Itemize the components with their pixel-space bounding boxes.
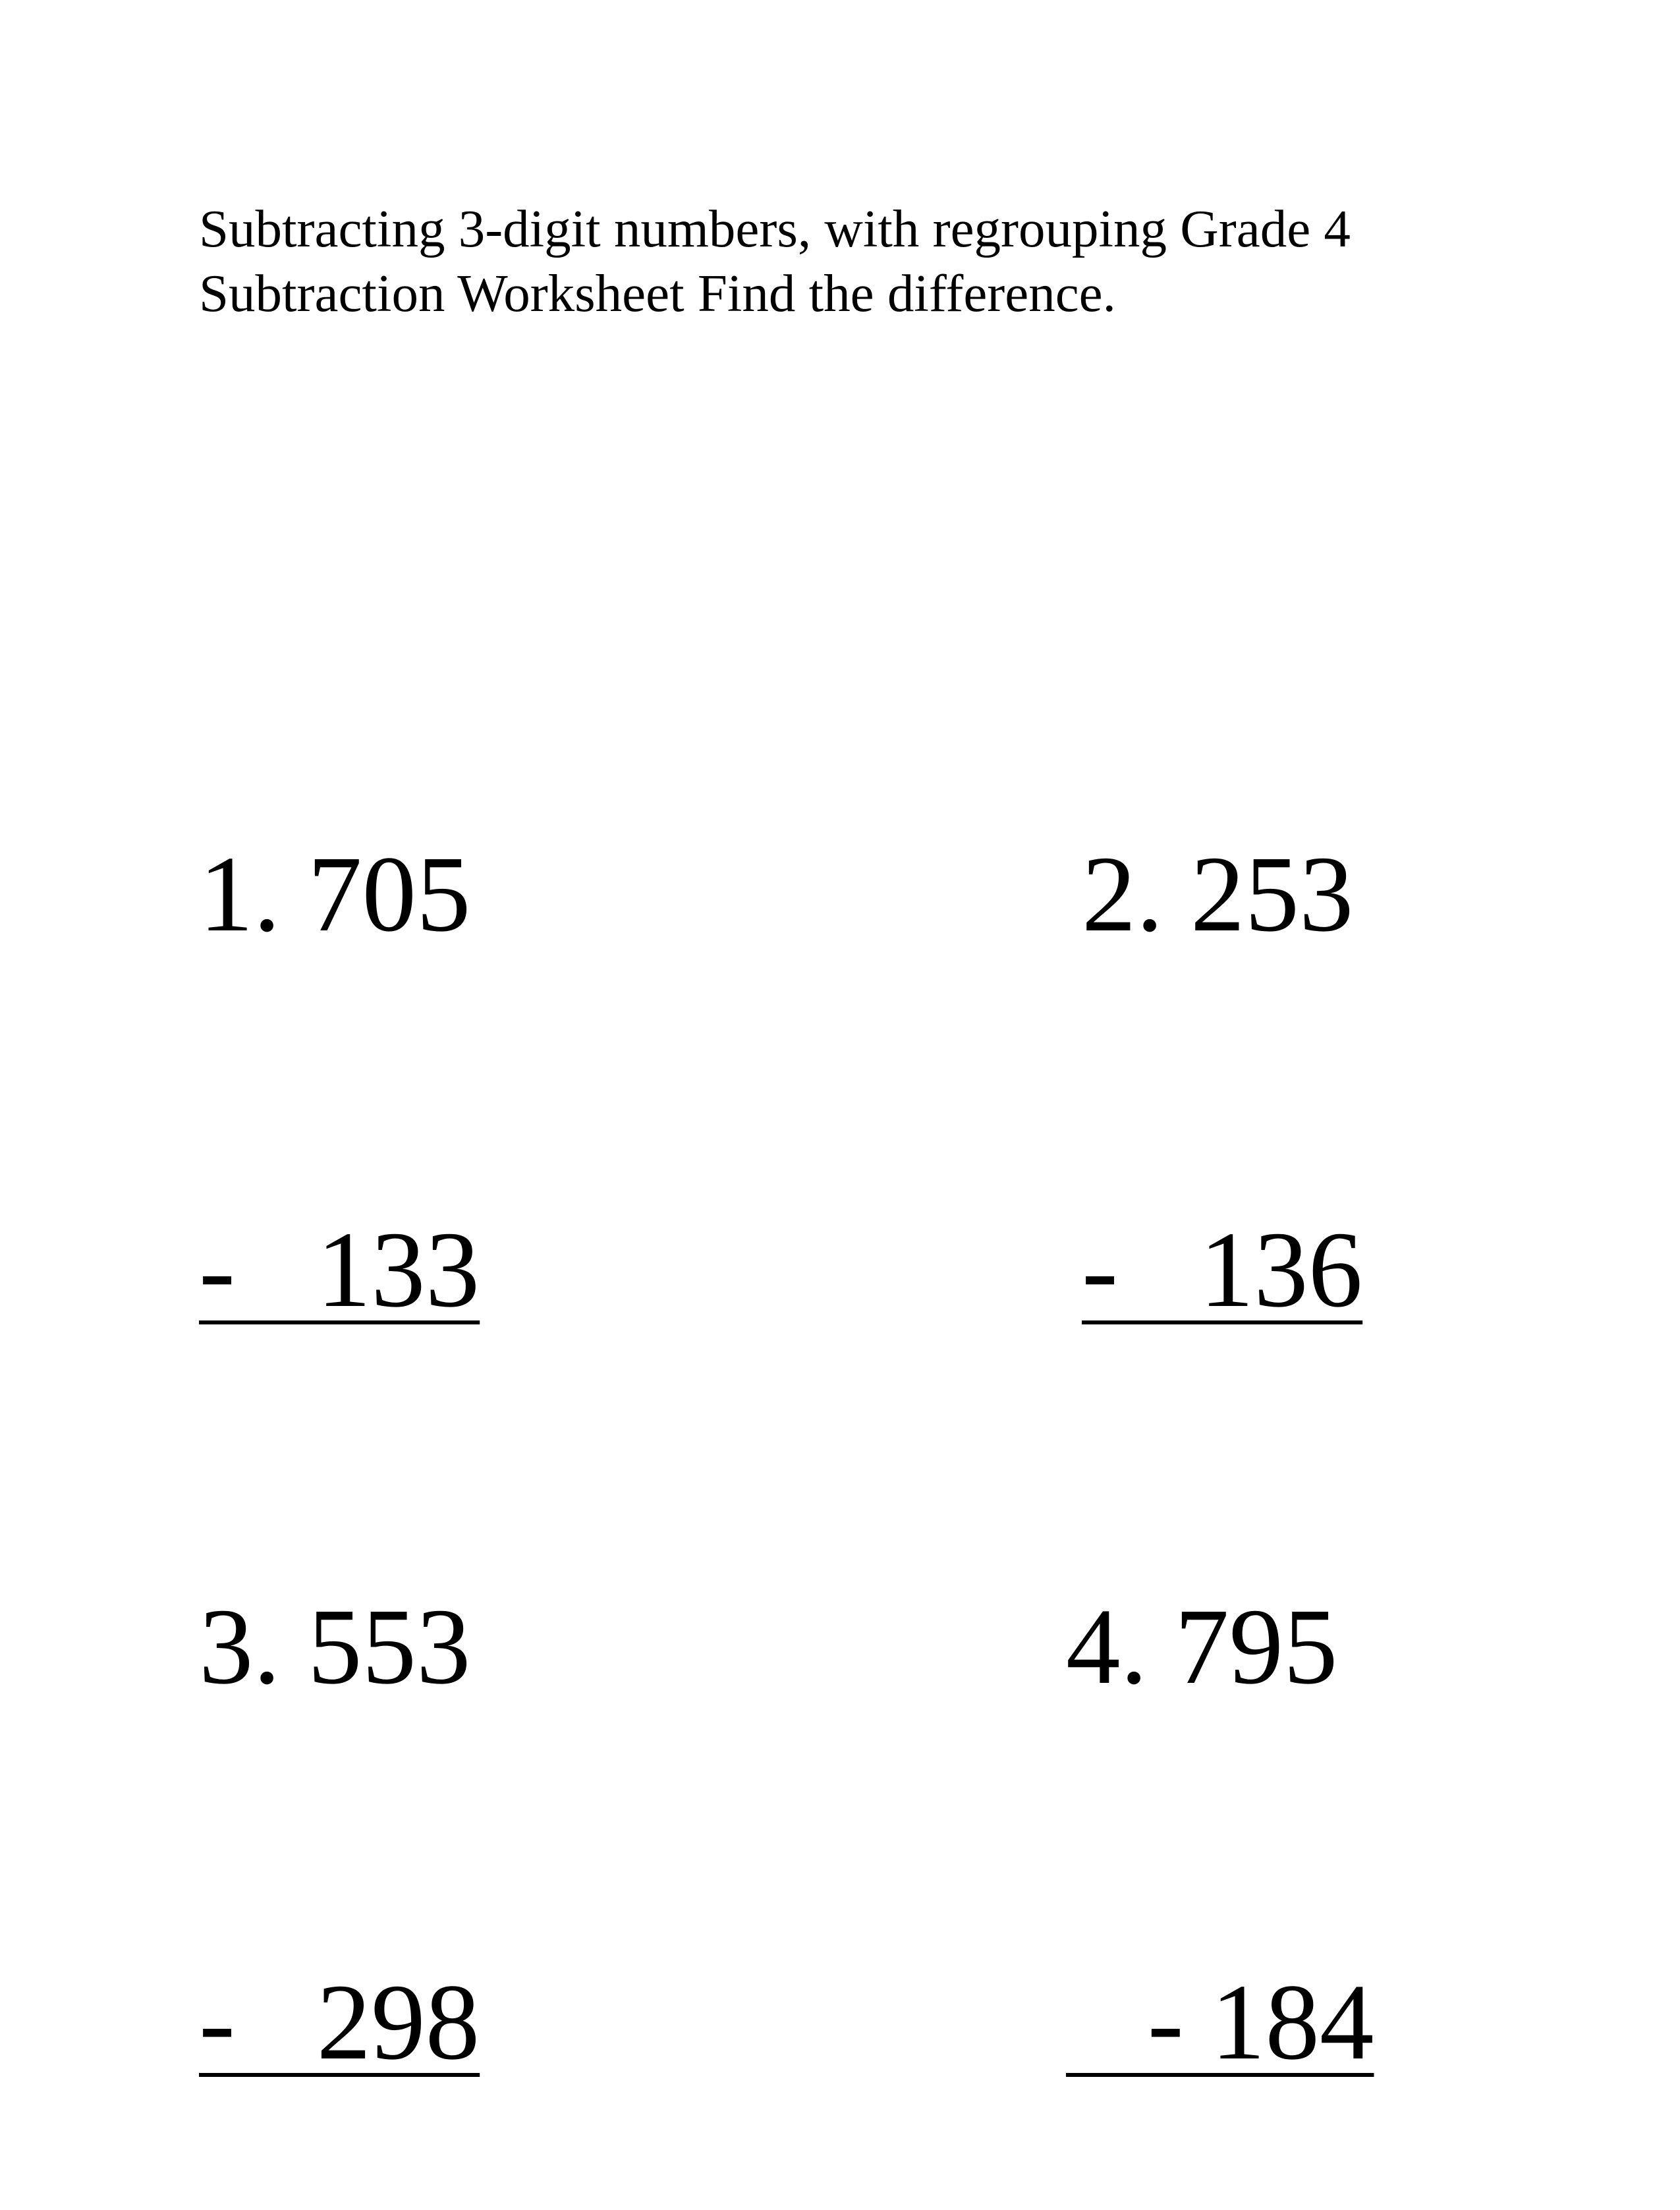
problem-3-minuend: 3. 553 [199, 1586, 471, 1707]
instructions-line-1: Subtracting 3-digit numbers, with regrouping Grade 4 [199, 199, 1351, 258]
problem-1-minuend: 1. 705 [199, 834, 471, 954]
problem-3-subtrahend: - 298 [199, 1962, 480, 2082]
problem-4-minuend: 4. 795 [1066, 1586, 1338, 1707]
problem-1 [199, 581, 480, 1458]
instructions-line-2: Subtraction Worksheet Find the difference. [199, 264, 1116, 323]
problem-1-subtrahend: - 133 [199, 1209, 480, 1330]
problem-4 [1066, 1334, 1374, 2210]
worksheet-instructions [199, 196, 1451, 326]
problem-2 [1082, 581, 1362, 1458]
problem-4-subtrahend: - 184 [1066, 1962, 1374, 2082]
problem-2-subtrahend: - 136 [1082, 1209, 1363, 1330]
problem-3 [199, 1334, 480, 2210]
problem-2-minuend: 2. 253 [1082, 834, 1354, 954]
